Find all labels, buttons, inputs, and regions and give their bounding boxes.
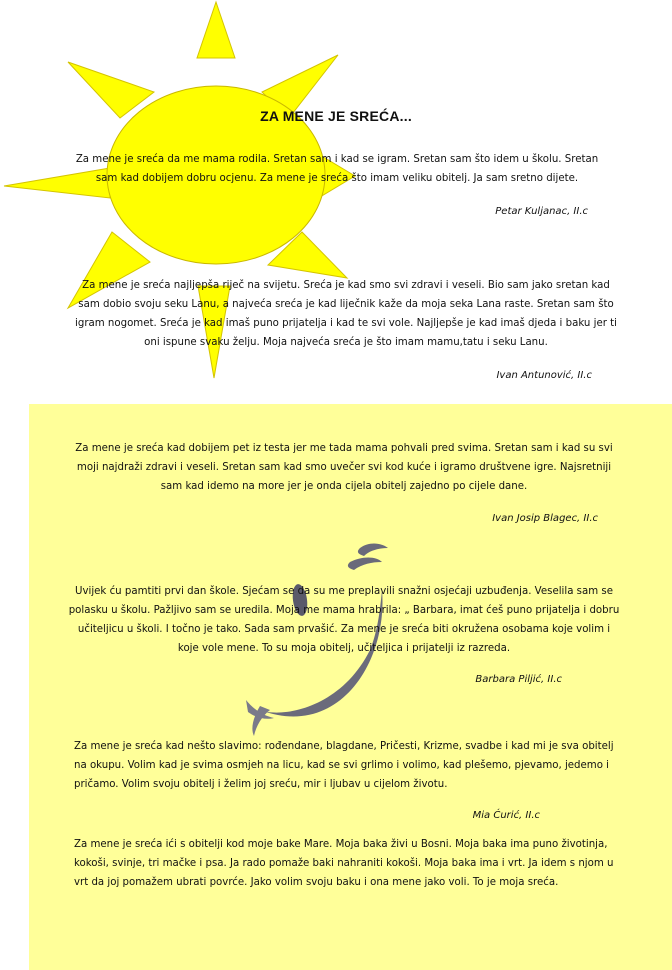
entry-text: Za mene je sreća kad nešto slavimo: rođendane, blagdane, Pričesti, Krizme, svadbe i kad mi je sva obitelj na okupu. Volim kad je svima osmjeh na licu, kad se svi grlimo i volimo, kad plešemo, pjevamo, jedemo i pričamo. Volim svoju obitelj i želim joj sreću, mir i ljubav u cijelom životu. [74, 741, 614, 790]
entry-text: Za mene je sreća najljepša riječ na svijetu. Sreća je kad smo svi zdravi i veseli. Bio sam jako sretan kad sam dobio svoju seku Lanu, a najveća sreća je kad liječnik kaže da moja seka Lana raste. Sretan sam što igram nogomet. Sreća je kad imaš puno prijatelja i kad te svi vole. Najljepše je kad imaš djeda i baku jer ti oni ispune svaku želju. Moja najveća sreća je što imam mamu,tatu i seku Lanu. [75, 280, 617, 348]
entry-text: Za mene je sreća kad dobijem pet iz testa jer me tada mama pohvali pred svima. Sretan sam i kad su svi moji najdraži zdravi i veseli. Sretan sam kad smo uvečer svi kod kuće i igramo društvene igre. Najsretniji sam kad idemo na more jer je onda cijela obitelj zajedno po cijele dane. [75, 443, 613, 492]
entry-text: Za mene je sreća da me mama rodila. Sretan sam i kad se igram. Sretan sam što idem u školu. Sretan sam kad dobijem dobru ocjenu. Za mene je sreća što imam veliku obitelj. Ja sam sretno dijete. [75, 154, 599, 184]
entry-author: Ivan Antunović, II.c [496, 370, 592, 381]
entry-text: Za mene je sreća ići s obitelji kod moje bake Mare. Moja baka živi u Bosni. Moja baka ima puno životinja, kokoši, svinje, tri mačke i psa. Ja rado pomaže baki nahraniti kokoši. Moja baka ima i vrt. Ja idem s njom u vrt da joj pomažem ubrati povrće. Jako volim svoju baku i ona mene jako voli. To je moja sreća. [74, 839, 614, 888]
entry-author: Petar Kuljanac, II.c [495, 206, 588, 217]
entry-text: Uvijek ću pamtiti prvi dan škole. Sjećam se da su me preplavili snažni osjećaji uzbuđenja. Veselila sam se polasku u školu. Pažljivo sam se uredila. Moja me mama hrabrila: „ Barbara, imat ćeš puno prijatelja i dobru učiteljicu u školi. I točno je tako. Sada sam prvašić. Za mene je sreća biti okružena osobama koje volim i koje vole mene. To su moja obitelj, učiteljica i prijatelji iz razreda. [68, 586, 620, 654]
entry-author: Mia Ćurić, II.c [472, 810, 540, 821]
page-title: ZA MENE JE SREĆA... [260, 108, 412, 124]
entry-author: Barbara Piljić, II.c [475, 674, 562, 685]
entry-author: Ivan Josip Blagec, II.c [492, 513, 598, 524]
